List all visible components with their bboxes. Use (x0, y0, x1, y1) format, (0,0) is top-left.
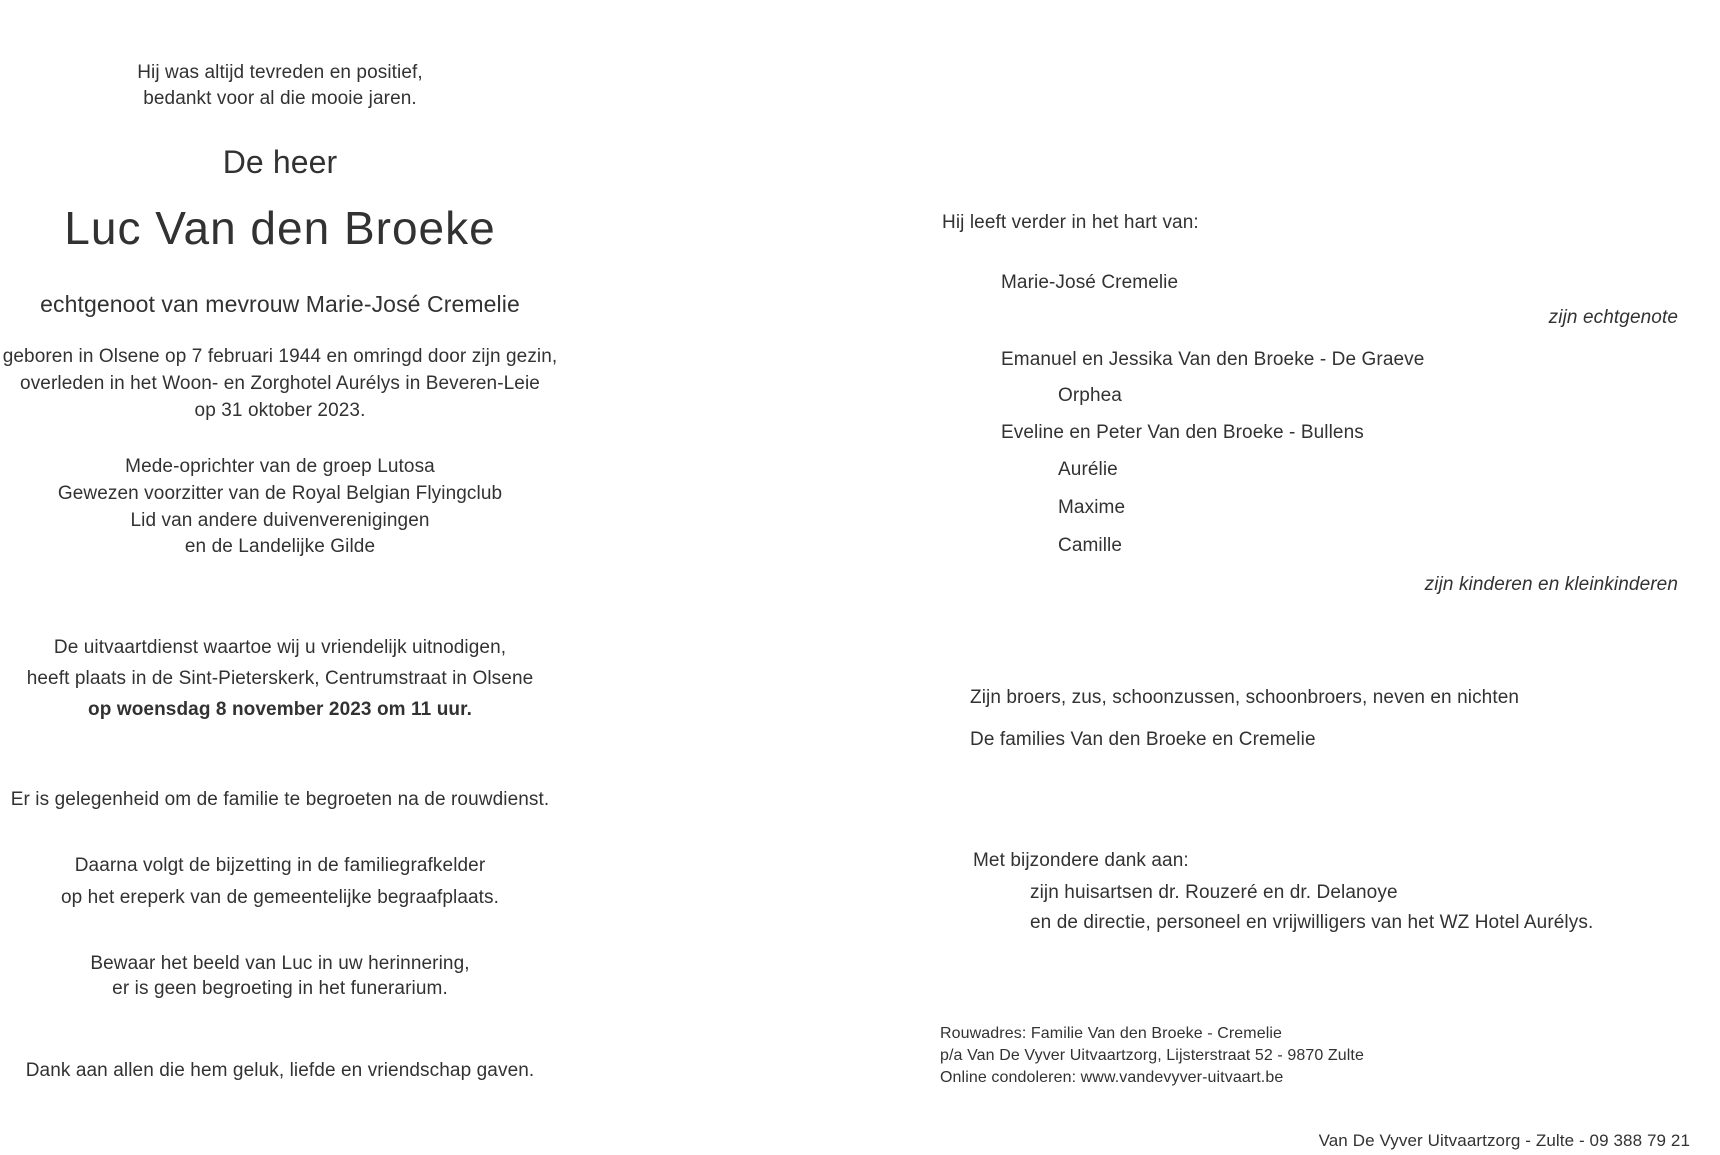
birth-death-line: geboren in Olsene op 7 februari 1944 en omringd door zijn gezin, (2, 346, 558, 367)
burial-line: op het ereperk van de gemeentelijke begraafplaats. (60, 887, 500, 908)
deceased-name: Luc Van den Broeke (64, 202, 496, 254)
service-line: heeft plaats in de Sint-Pieterskerk, Centrumstraat in Olsene (26, 668, 534, 689)
spouse-role-label: zijn echtgenote (1548, 307, 1678, 328)
spouse-line: echtgenoot van mevrouw Marie-José Cremelie (40, 291, 520, 317)
service-line: De uitvaartdienst waartoe wij u vriendelijk uitnodigen, (53, 637, 507, 658)
membership-line: Lid van andere duivenverenigingen (130, 510, 430, 531)
burial-line: Daarna volgt de bijzetting in de familiegrafkelder (74, 855, 486, 876)
special-thanks-intro: Met bijzondere dank aan: (973, 850, 1189, 871)
membership-line: Gewezen voorzitter van de Royal Belgian Flyingclub (57, 483, 503, 504)
birth-death-line: op 31 oktober 2023. (194, 400, 366, 421)
family-role-label: zijn kinderen en kleinkinderen (1424, 574, 1678, 595)
membership-line: Mede-oprichter van de groep Lutosa (125, 456, 435, 477)
birth-death-line: overleden in het Woon- en Zorghotel Aurélys in Beveren-Leie (20, 373, 540, 394)
thanks-line: Dank aan allen die hem geluk, liefde en vriendschap gaven. (25, 1060, 535, 1081)
remembrance-line: er is geen begroeting in het funerarium. (112, 978, 448, 999)
opening-line: Hij was altijd tevreden en positief, (137, 62, 423, 83)
spouse-name: Marie-José Cremelie (1001, 272, 1179, 293)
special-thanks-line: zijn huisartsen dr. Rouzeré en dr. Delanoye (1030, 882, 1398, 903)
deceased-title: De heer (222, 144, 338, 180)
mourning-address-line: p/a Van De Vyver Uitvaartzorg, Lijsterstraat 52 - 9870 Zulte (940, 1047, 1364, 1064)
opening-line: bedankt voor al die mooie jaren. (143, 88, 417, 109)
child-name: Emanuel en Jessika Van den Broeke - De Graeve (1001, 349, 1425, 370)
grandchild-name: Camille (1058, 535, 1123, 556)
mourning-address-line: Rouwadres: Familie Van den Broeke - Cremelie (940, 1025, 1283, 1042)
greeting-line: Er is gelegenheid om de familie te begroeten na de rouwdienst. (10, 789, 550, 810)
condolence-url-line: Online condoleren: www.vandevyver-uitvaart.be (940, 1069, 1284, 1086)
relatives-line: Zijn broers, zus, schoonzussen, schoonbroers, neven en nichten (970, 687, 1520, 708)
survivors-intro: Hij leeft verder in het hart van: (942, 212, 1199, 233)
special-thanks-line: en de directie, personeel en vrijwilligers van het WZ Hotel Aurélys. (1030, 912, 1594, 933)
grandchild-name: Orphea (1058, 385, 1122, 406)
grandchild-name: Maxime (1058, 497, 1126, 518)
child-name: Eveline en Peter Van den Broeke - Bullens (1001, 422, 1364, 443)
funeral-home-footer: Van De Vyver Uitvaartzorg - Zulte - 09 388 79 21 (1318, 1131, 1690, 1150)
service-datetime: op woensdag 8 november 2023 om 11 uur. (88, 699, 472, 720)
membership-line: en de Landelijke Gilde (184, 536, 376, 557)
remembrance-line: Bewaar het beeld van Luc in uw herinnering, (90, 953, 470, 974)
grandchild-name: Aurélie (1058, 459, 1118, 480)
families-line: De families Van den Broeke en Cremelie (970, 729, 1316, 750)
